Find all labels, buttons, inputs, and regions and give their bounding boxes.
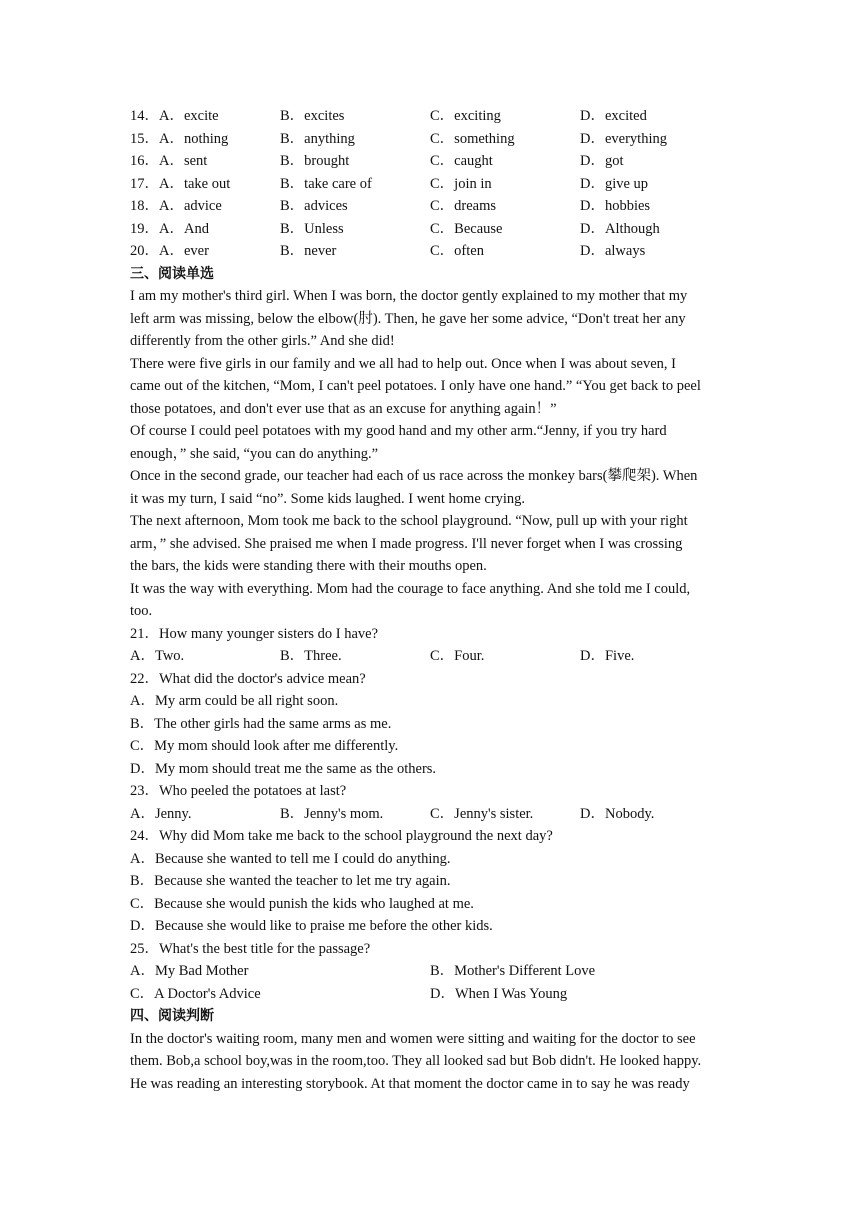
question-options-25-row2 <box>130 983 730 1006</box>
question-number: 17． <box>130 175 159 192</box>
option-c: C．something <box>430 130 515 147</box>
passage-line: Of course I could peel potatoes with my good hand and my other arm.“Jenny, if you try hard <box>130 423 667 439</box>
section-heading-reading-judgement: 四、阅读判断 <box>130 1008 214 1024</box>
question-number: 19． <box>130 220 159 237</box>
question-stem-25: 25．What's the best title for the passage? <box>130 940 371 957</box>
passage-line: too. <box>130 603 153 619</box>
passage-line: differently from the other girls.” And she did! <box>130 333 395 349</box>
question-options-21 <box>130 645 730 668</box>
option-b: B．anything <box>280 130 355 147</box>
option-c: C．join in <box>430 175 492 192</box>
option-b: B．Mother's Different Love <box>430 963 596 979</box>
option-c: C．Jenny's sister. <box>430 805 534 822</box>
option-a: A．My arm could be all right soon. <box>130 693 339 709</box>
option-a: A．take out <box>159 175 231 192</box>
passage-line: The next afternoon, Mom took me back to the school playground. “Now, pull up with your right <box>130 513 688 529</box>
option-b: B．take care of <box>280 175 372 192</box>
option-a: A．excite <box>159 108 219 124</box>
option-b: B．Jenny's mom. <box>280 805 384 822</box>
option-c: C．exciting <box>430 108 501 124</box>
option-d: D．When I Was Young <box>430 985 568 1002</box>
question-row-20 <box>130 240 730 263</box>
option-c: C．dreams <box>430 198 497 214</box>
option-c: C．Because she would punish the kids who laughed at me. <box>130 895 474 912</box>
passage-line: those potatoes, and don't ever use that as an excuse for anything again！” <box>130 400 557 417</box>
passage-line: There were five girls in our family and we all had to help out. Once when I was about seven, I <box>130 355 676 372</box>
option-d: D．Because she would like to praise me before the other kids. <box>130 918 493 934</box>
passage-line: Once in the second grade, our teacher had each of us race across the monkey bars(攀爬架). When <box>130 468 698 484</box>
option-b: B．excites <box>280 108 345 124</box>
question-number: 20． <box>130 243 159 259</box>
question-row-14 <box>130 105 730 128</box>
document-content <box>130 105 730 1095</box>
passage-line: In the doctor's waiting room, many men and women were sitting and waiting for the doctor to see <box>130 1030 696 1047</box>
option-d: D．always <box>580 243 646 259</box>
option-a: A．advice <box>159 198 222 214</box>
option-a: A．sent <box>159 153 208 169</box>
option-a: A．nothing <box>159 130 229 147</box>
reading-passage <box>130 285 730 623</box>
question-row-19 <box>130 218 730 241</box>
passage-line: It was the way with everything. Mom had the courage to face anything. And she told me I could, <box>130 580 691 597</box>
option-c: C．My mom should look after me differently. <box>130 738 399 754</box>
question-options-23 <box>130 803 730 826</box>
question-number: 18． <box>130 198 159 214</box>
option-a: A．Because she wanted to tell me I could do anything. <box>130 850 451 867</box>
option-a: A．And <box>159 220 209 237</box>
option-c: C．often <box>430 243 484 259</box>
question-stem-22: 22．What did the doctor's advice mean? <box>130 670 366 687</box>
question-number: 15． <box>130 130 159 147</box>
option-a: A．Jenny. <box>130 805 192 822</box>
option-d: D．Although <box>580 220 660 237</box>
option-b: B．never <box>280 243 337 259</box>
passage-line: left arm was missing, below the elbow(肘). Then, he gave her some advice, “Don't treat her any <box>130 310 686 327</box>
option-c: C．Because <box>430 220 503 237</box>
option-b: B．Three. <box>280 648 342 664</box>
question-stem-24: 24．Why did Mom take me back to the school playground the next day? <box>130 828 553 844</box>
option-d: D．give up <box>580 175 649 192</box>
passage-line: arm，” she advised. She praised me when I made progress. I'll never forget when I was crossing <box>130 535 683 552</box>
passage-line: came out of the kitchen, “Mom, I can't peel potatoes. I only have one hand.” “You get back to peel <box>130 378 701 394</box>
passage-line: it was my turn, I said “no”. Some kids laughed. I went home crying. <box>130 490 526 507</box>
question-options-25-row1 <box>130 960 730 983</box>
question-row-16 <box>130 150 730 173</box>
option-c: C．caught <box>430 153 493 169</box>
option-d: D．Five. <box>580 648 635 664</box>
question-stem-21: 21．How many younger sisters do I have? <box>130 625 379 642</box>
question-number: 14． <box>130 108 159 124</box>
option-d: D．My mom should treat me the same as the others. <box>130 760 437 777</box>
question-row-18 <box>130 195 730 218</box>
option-b: B．brought <box>280 153 350 169</box>
option-a: A．Two. <box>130 648 185 664</box>
passage-line: enough，” she said, “you can do anything.” <box>130 445 379 462</box>
option-b: B．Unless <box>280 220 344 237</box>
section-heading-reading-choice: 三、阅读单选 <box>130 265 214 282</box>
option-a: A．ever <box>159 243 209 259</box>
passage-line: I am my mother's third girl. When I was born, the doctor gently explained to my mother that my <box>130 288 688 304</box>
question-row-15 <box>130 128 730 151</box>
option-d: D．hobbies <box>580 198 651 214</box>
question-number: 16． <box>130 153 159 169</box>
passage-line: He was reading an interesting storybook. At that moment the doctor came in to say he was ready <box>130 1075 690 1092</box>
option-b: B．Because she wanted the teacher to let me try again. <box>130 873 451 889</box>
option-c: C．A Doctor's Advice <box>130 985 261 1002</box>
option-d: D．excited <box>580 108 647 124</box>
question-stem-23: 23．Who peeled the potatoes at last? <box>130 783 347 799</box>
option-d: D．got <box>580 153 624 169</box>
option-b: B．advices <box>280 198 348 214</box>
option-d: D．everything <box>580 130 667 147</box>
option-c: C．Four. <box>430 648 485 664</box>
passage-line: the bars, the kids were standing there with their mouths open. <box>130 558 487 574</box>
question-row-17 <box>130 173 730 196</box>
option-d: D．Nobody. <box>580 805 655 822</box>
passage-line: them. Bob,a school boy,was in the room,too. They all looked sad but Bob didn't. He looked happy. <box>130 1053 702 1069</box>
cloze-options <box>130 105 730 263</box>
option-b: B．The other girls had the same arms as me. <box>130 715 392 732</box>
judgement-passage <box>130 1028 730 1096</box>
option-a: A．My Bad Mother <box>130 963 249 979</box>
